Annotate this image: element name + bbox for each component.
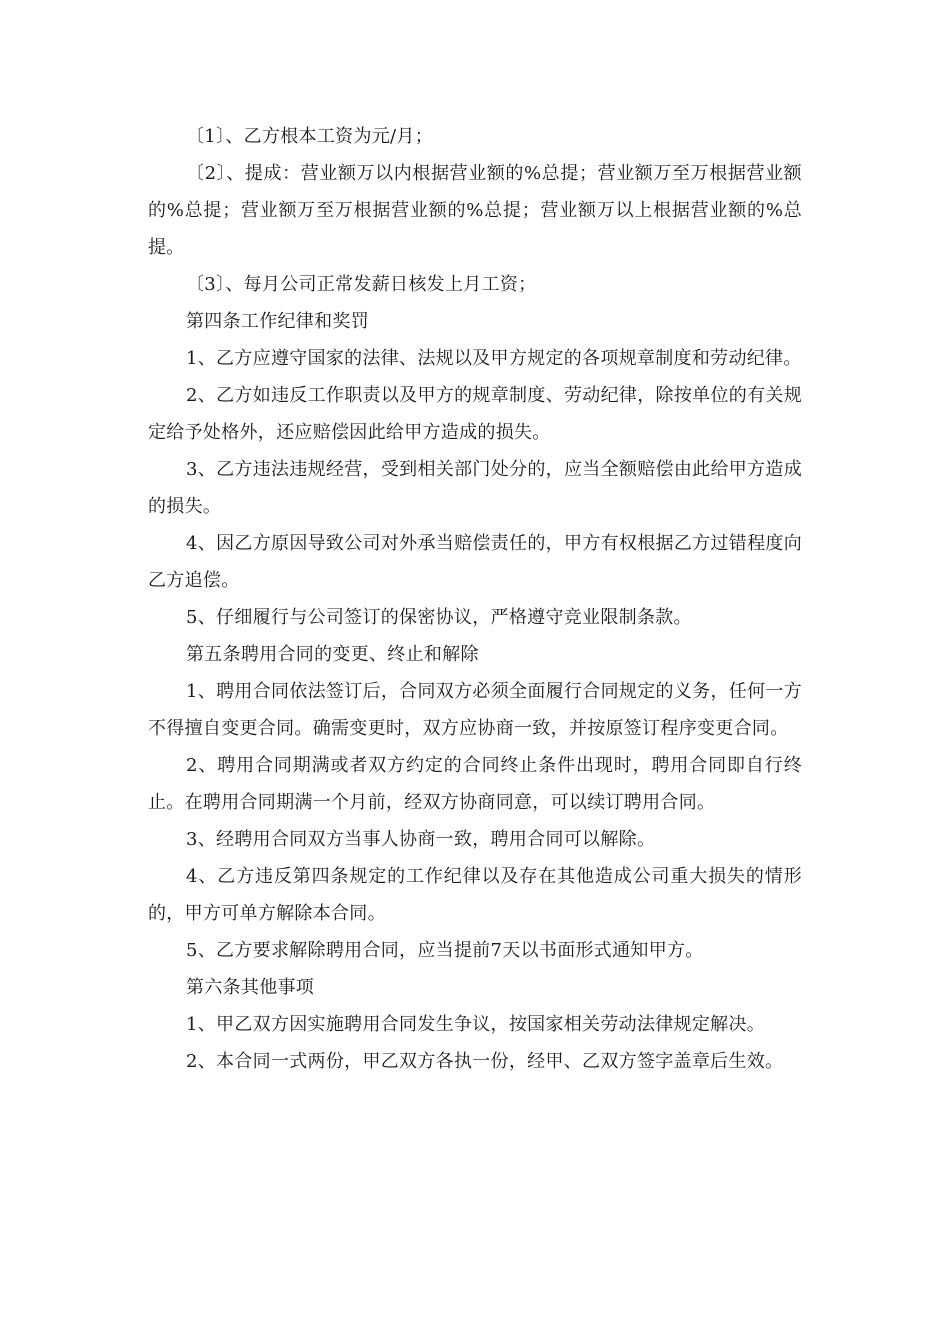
article-5-clause-3: 3、经聘用合同双方当事人协商一致，聘用合同可以解除。: [186, 829, 656, 850]
article-5-clause-5: 5、乙方要求解除聘用合同，应当提前7天以书面形式通知甲方。: [186, 940, 704, 961]
article-5-clause-2: 2、聘用合同期满或者双方约定的合同终止条件出现时，聘用合同即自行终止。在聘用合同期满一个月前，经双方协商同意，可以续订聘用合同。: [148, 755, 802, 813]
salary-base-item: 〔1〕、乙方根本工资为元/月；: [186, 126, 434, 147]
article-5-clause-4: 4、乙方违反第四条规定的工作纪律以及存在其他造成公司重大损失的情形的，甲方可单方解除本合同。: [148, 866, 802, 924]
document-page: [148, 118, 802, 1080]
article-5-heading: 第五条聘用合同的变更、终止和解除: [186, 644, 479, 665]
payday-item: 〔3〕、每月公司正常发薪日核发上月工资；: [186, 274, 537, 295]
article-4-clause-5: 5、仔细履行与公司签订的保密协议，严格遵守竞业限制条款。: [186, 607, 692, 628]
article-4-clause-1: 1、乙方应遵守国家的法律、法规以及甲方规定的各项规章制度和劳动纪律。: [186, 348, 802, 369]
article-4-heading: 第四条工作纪律和奖罚: [186, 311, 369, 332]
article-5-clause-1: 1、聘用合同依法签订后，合同双方必须全面履行合同规定的义务，任何一方不得擅自变更合同。确需变更时，双方应协商一致，并按原签订程序变更合同。: [148, 681, 802, 739]
article-6-heading: 第六条其他事项: [186, 977, 315, 998]
article-6-clause-2: 2、本合同一式两份，甲乙双方各执一份，经甲、乙双方签字盖章后生效。: [186, 1051, 784, 1072]
commission-item: 〔2〕、提成：营业额万以内根据营业额的%总提；营业额万至万根据营业额的%总提；营业额万至万根据营业额的%总提；营业额万以上根据营业额的%总提。: [148, 163, 802, 258]
article-4-clause-2: 2、乙方如违反工作职责以及甲方的规章制度、劳动纪律，除按单位的有关规定给予处格外，还应赔偿因此给甲方造成的损失。: [148, 385, 802, 443]
article-6-clause-1: 1、甲乙双方因实施聘用合同发生争议，按国家相关劳动法律规定解决。: [186, 1014, 766, 1035]
article-4-clause-3: 3、乙方违法违规经营，受到相关部门处分的，应当全额赔偿由此给甲方造成的损失。: [148, 459, 802, 517]
article-4-clause-4: 4、因乙方原因导致公司对外承当赔偿责任的，甲方有权根据乙方过错程度向乙方追偿。: [148, 533, 802, 591]
